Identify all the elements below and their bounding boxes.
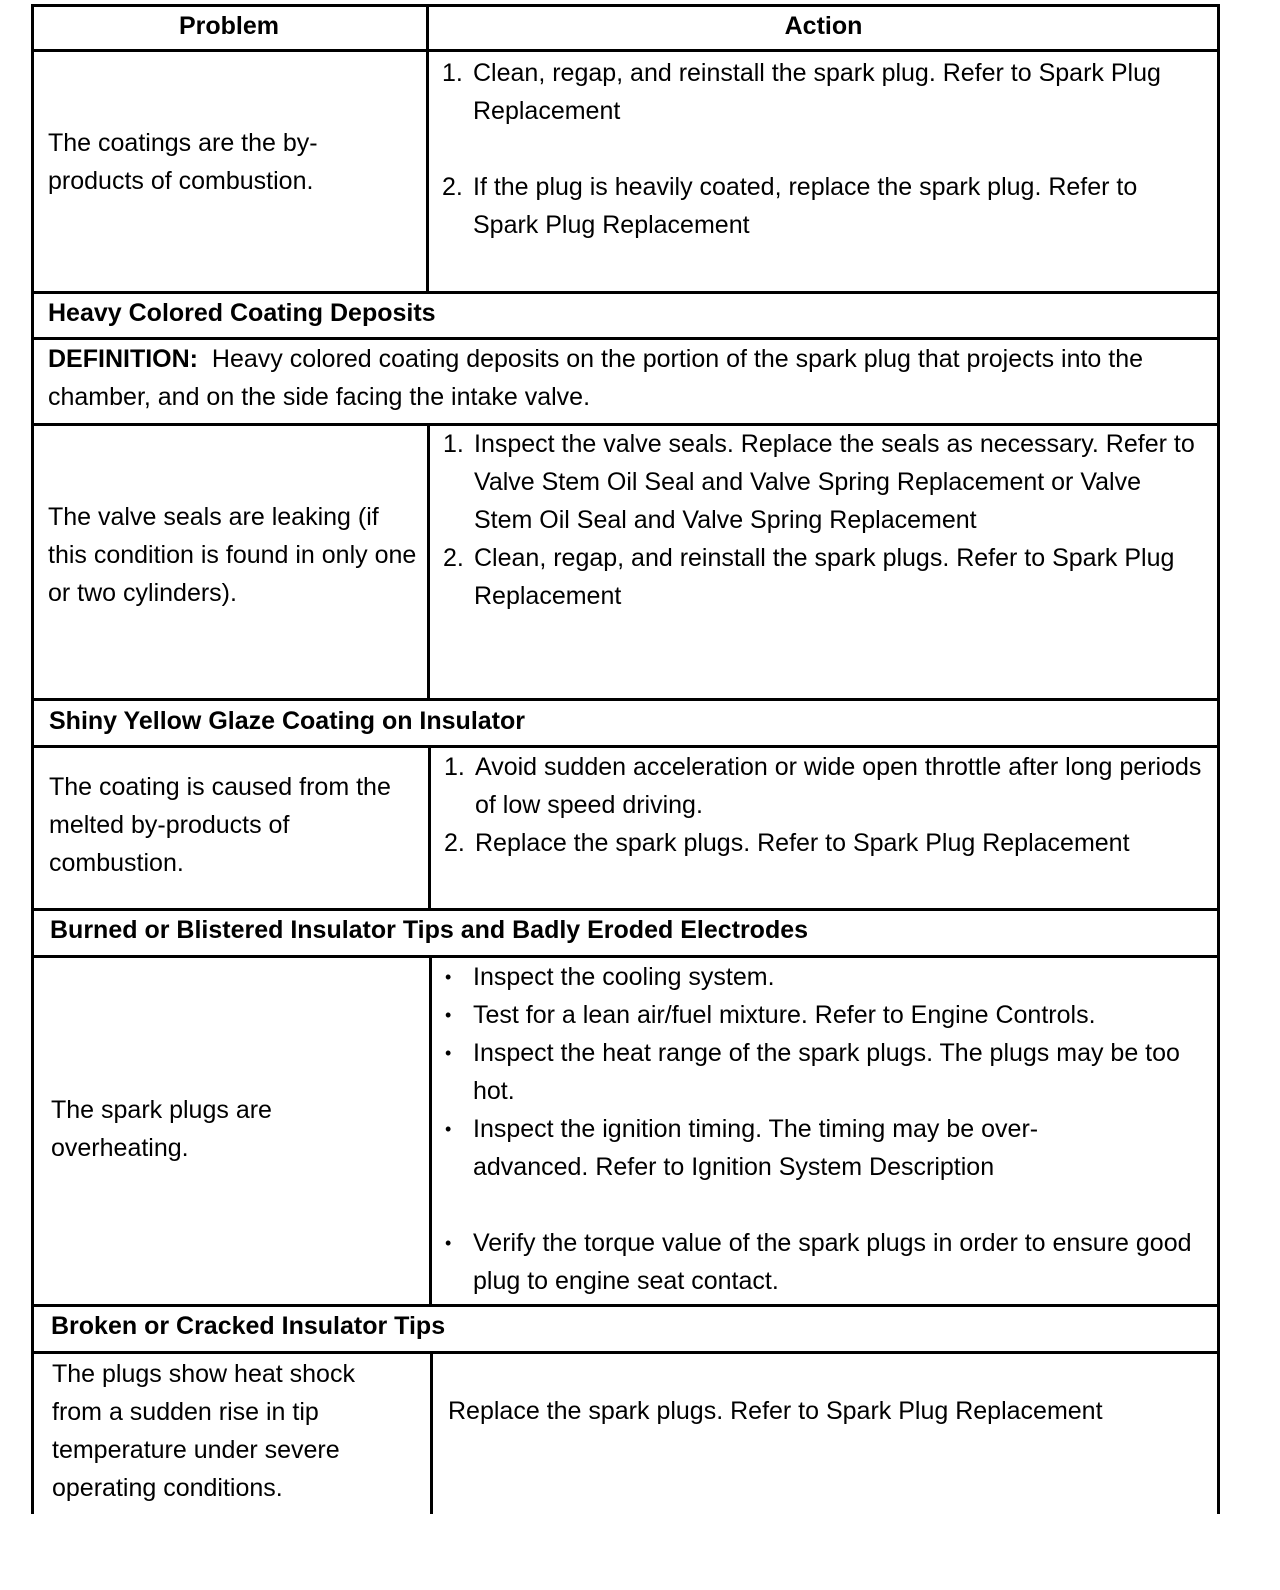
row3-action-list (444, 748, 1204, 862)
row4-action (442, 958, 1207, 1300)
row5-action-text: Replace the spark plugs. Refer to Spark Plug Replacement (448, 1397, 1103, 1425)
section2-title: Heavy Colored Coating Deposits (48, 299, 436, 327)
header-problem: Problem (178, 12, 280, 40)
row4-bullet-5: • Verify the torque value of the spark plugs in order to ensure good plug to engine seat contact. (442, 1224, 1207, 1300)
divider-row2 (427, 423, 430, 701)
definition-label: DEFINITION: (48, 345, 198, 373)
row1-problem-text: The coatings are the by-products of combustion. (48, 128, 318, 195)
row2-action-list (443, 425, 1203, 615)
row2-problem (48, 426, 418, 698)
divider-row3 (428, 745, 431, 911)
row1-problem (48, 52, 408, 291)
row3-action-step-2: Replace the spark plugs. Refer to Spark Plug Replacement (475, 829, 1130, 857)
row1-action (442, 54, 1202, 244)
row3-action (444, 748, 1204, 862)
row1-action-step-1: Clean, regap, and reinstall the spark plug. Refer to Spark Plug Replacement (473, 59, 1161, 125)
border-right (1217, 4, 1220, 1514)
row2-action-step-2: Clean, regap, and reinstall the spark plugs. Refer to Spark Plug Replacement (474, 544, 1175, 610)
divider-row4 (429, 955, 432, 1307)
row3-problem-text: The coating is caused from the melted by-products of combustion. (49, 773, 391, 877)
rule-section5-title-bottom (31, 1351, 1220, 1354)
row3-action-step-1: Avoid sudden acceleration or wide open throttle after long periods of low speed driving. (475, 753, 1202, 819)
row2-action (443, 425, 1203, 615)
definition-text: Heavy colored coating deposits on the portion of the spark plug that projects into the chamber, and on the side facing the intake valve. (48, 345, 1144, 411)
section3-title: Shiny Yellow Glaze Coating on Insulator (49, 707, 526, 735)
header-action: Action (784, 12, 863, 40)
row5-problem-text: The plugs show heat shock from a sudden rise in tip temperature under severe operating conditions. (52, 1360, 355, 1502)
row4-bullet-1: • Inspect the cooling system. (442, 958, 1207, 996)
row4-problem (51, 958, 411, 1304)
row5-action (448, 1392, 1208, 1430)
row3-problem (49, 748, 409, 908)
divider-row5 (430, 1351, 433, 1514)
row4-action-list (442, 958, 1207, 1300)
row5-problem (52, 1355, 407, 1507)
section5-title: Broken or Cracked Insulator Tips (51, 1312, 446, 1340)
row4-bullet-3: • Inspect the heat range of the spark plugs. The plugs may be too hot. (442, 1034, 1207, 1110)
border-left (31, 4, 34, 1514)
row4-problem-text: The spark plugs are overheating. (51, 1096, 272, 1162)
section2-definition (48, 340, 1208, 416)
row4-bullet-2: • Test for a lean air/fuel mixture. Refer to Engine Controls. (442, 996, 1207, 1034)
divider-header-row1 (426, 4, 429, 294)
row2-problem-text: The valve seals are leaking (if this condition is found in only one or two cylinders). (48, 503, 417, 607)
row4-bullet-4: • Inspect the ignition timing. The timing may be over-advanced. Refer to Ignition System Description (442, 1110, 1207, 1186)
row1-action-list (442, 54, 1202, 244)
troubleshooting-table (31, 4, 1220, 1514)
section4-title: Burned or Blistered Insulator Tips and Badly Eroded Electrodes (50, 916, 809, 944)
rule-row2-bottom (31, 698, 1220, 701)
row2-action-step-1: Inspect the valve seals. Replace the seals as necessary. Refer to Valve Stem Oil Seal and Valve Spring Replacement or Valve Stem Oil Seal and Valve Spring Replacement (474, 430, 1195, 534)
row1-action-step-2: If the plug is heavily coated, replace the spark plug. Refer to Spark Plug Replacement (473, 173, 1138, 239)
